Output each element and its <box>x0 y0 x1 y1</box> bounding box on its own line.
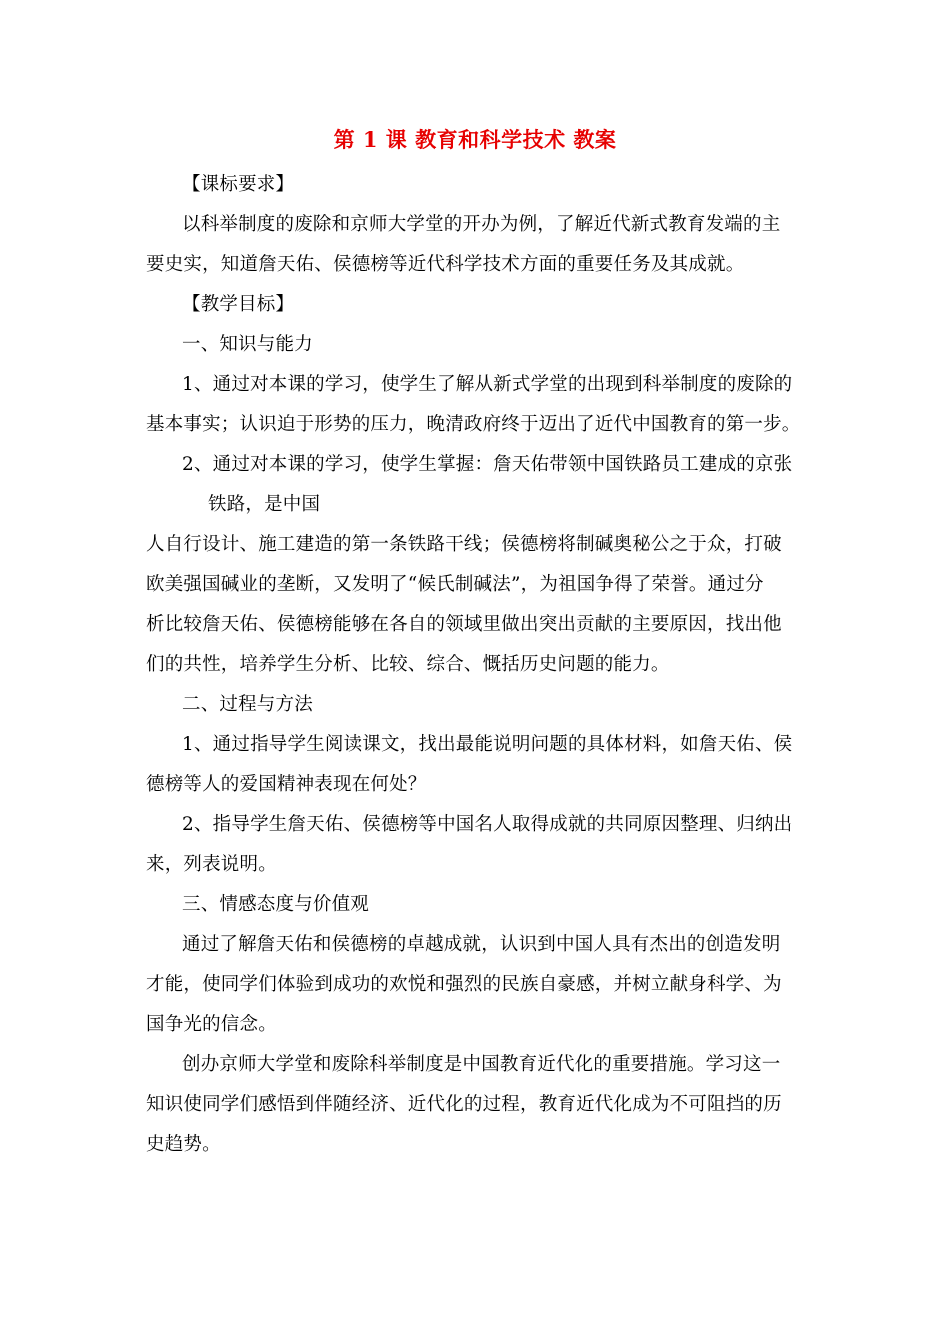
paragraph-line: 知识使同学们感悟到伴随经济、近代化的过程，教育近代化成为不可阻挡的历 <box>146 1094 782 1115</box>
paragraph-line: 2、通过对本课的学习，使学生掌握：詹天佑带领中国铁路员工建成的京张 <box>182 454 793 475</box>
paragraph-line: 基本事实；认识迫于形势的压力，晚清政府终于迈出了近代中国教育的第一步。 <box>146 414 801 435</box>
paragraph-line: 通过了解詹天佑和侯德榜的卓越成就，认识到中国人具有杰出的创造发明 <box>182 934 781 955</box>
paragraph-line: 1、通过指导学生阅读课文，找出最能说明问题的具体材料，如詹天佑、侯 <box>182 734 793 755</box>
paragraph-line: 国争光的信念。 <box>146 1014 277 1035</box>
paragraph-line: 史趋势。 <box>146 1134 221 1155</box>
paragraph-line: 2、指导学生詹天佑、侯德榜等中国名人取得成就的共同原因整理、归纳出 <box>182 814 793 835</box>
section-heading: 【课标要求】 <box>182 174 295 195</box>
subsection-heading: 二、过程与方法 <box>182 694 313 715</box>
paragraph-line: 以科举制度的废除和京师大学堂的开办为例，了解近代新式教育发端的主 <box>182 214 781 235</box>
subsection-heading: 三、情感态度与价值观 <box>182 894 370 915</box>
paragraph-line: 析比较詹天佑、侯德榜能够在各自的领域里做出突出贡献的主要原因，找出他 <box>146 614 782 635</box>
subsection-heading: 一、知识与能力 <box>182 334 313 355</box>
paragraph-line: 德榜等人的爱国精神表现在何处？ <box>146 774 427 795</box>
paragraph-line: 来，列表说明。 <box>146 854 277 875</box>
page-title: 第 1 课 教育和科学技术 教案 <box>333 127 617 152</box>
paragraph-line: 1、通过对本课的学习，使学生了解从新式学堂的出现到科举制度的废除的 <box>182 374 793 395</box>
paragraph-line: 欧美强国碱业的垄断，又发明了“候氏制碱法”，为祖国争得了荣誉。通过分 <box>146 574 764 595</box>
paragraph-line: 才能，使同学们体验到成功的欢悦和强烈的民族自豪感，并树立献身科学、为 <box>146 974 782 995</box>
paragraph-line: 要史实，知道詹天佑、侯德榜等近代科学技术方面的重要任务及其成就。 <box>146 254 745 275</box>
paragraph-line: 们的共性，培养学生分析、比较、综合、慨括历史问题的能力。 <box>146 654 670 675</box>
paragraph-line: 创办京师大学堂和废除科举制度是中国教育近代化的重要措施。学习这一 <box>182 1054 781 1075</box>
paragraph-line: 铁路，是中国 <box>208 494 321 515</box>
paragraph-line: 人自行设计、施工建造的第一条铁路干线；侯德榜将制碱奥秘公之于众，打破 <box>146 534 782 555</box>
section-heading: 【教学目标】 <box>182 294 295 315</box>
